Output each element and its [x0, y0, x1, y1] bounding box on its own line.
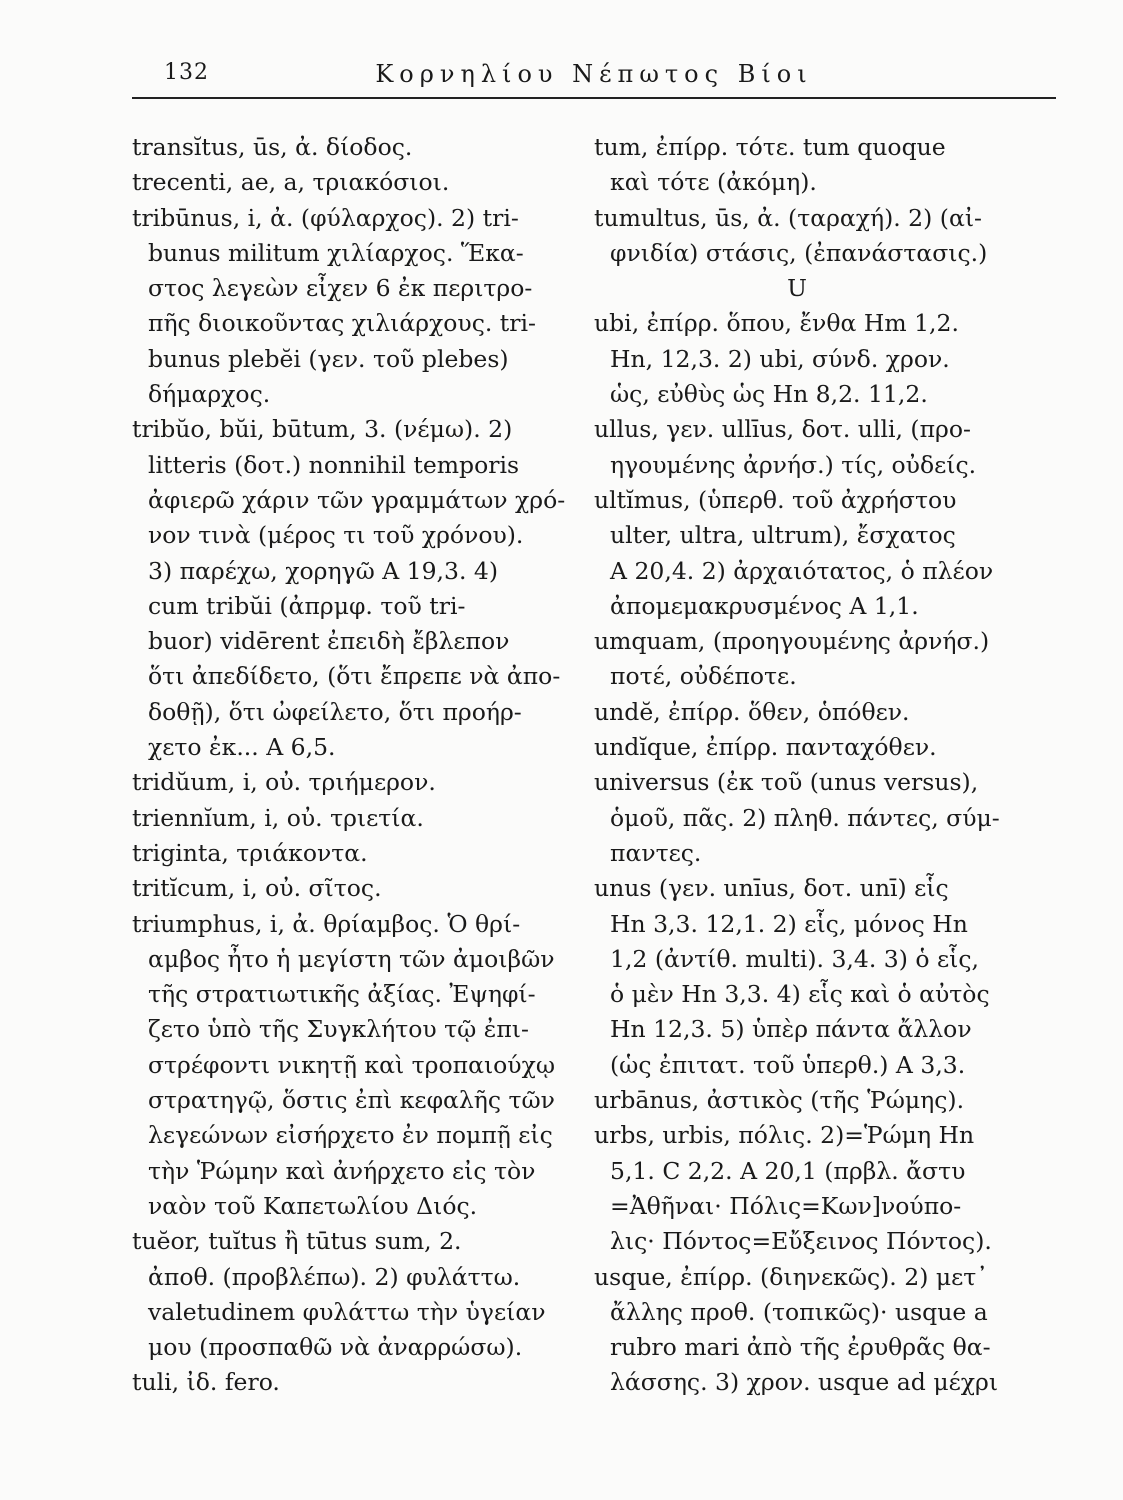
entry-headword-line: urbānus, ἀστικὸς (τῆς Ῥώμης).: [594, 1086, 965, 1115]
entry-continuation-line: δοθῇ), ὅτι ὠφείλετο, ὅτι προήρ-: [148, 697, 522, 726]
entry-continuation-line: ναὸν τοῦ Καπετωλίου Διός.: [148, 1191, 478, 1220]
entry-headword-line: urbs, urbis, πόλις. 2)=Ῥώμη Hn: [594, 1121, 975, 1150]
entry-headword-line: ubi, ἐπίρρ. ὅπου, ἔνθα Hm 1,2.: [594, 309, 959, 338]
entry-continuation-line: ὁ μὲν Hn 3,3. 4) εἷς καὶ ὁ αὐτὸς: [610, 980, 990, 1009]
entry-continuation-line: ἄλλης προθ. (τοπικῶς)· usque a: [610, 1297, 988, 1326]
entry-headword-line: triginta, τριάκοντα.: [132, 838, 368, 867]
entry-headword-line: ullus, γεν. ullīus, δοτ. ulli, (προ-: [594, 415, 971, 444]
entry-headword-line: universus (ἐκ τοῦ (unus versus),: [594, 768, 979, 797]
entry-headword-line: tum, ἐπίρρ. τότε. tum quoque: [594, 133, 946, 161]
entry-headword-line: tribūnus, i, ἀ. (φύλαρχος). 2) tri-: [132, 203, 519, 232]
entry-headword-line: tuĕor, tuĭtus ἢ tūtus sum, 2.: [132, 1227, 462, 1256]
entry-continuation-line: rubro mari ἀπὸ τῆς ἐρυθρᾶς θα-: [610, 1333, 991, 1362]
entry-continuation-line: (ὡς ἐπιτατ. τοῦ ὑπερθ.) A 3,3.: [610, 1050, 966, 1079]
entry-headword-line: ultĭmus, (ὑπερθ. τοῦ ἀχρήστου: [594, 485, 957, 514]
entry-continuation-line: ποτέ, οὐδέποτε.: [610, 662, 797, 691]
entry-continuation-line: ζετο ὑπὸ τῆς Συγκλήτου τῷ ἐπι-: [148, 1015, 529, 1044]
running-title: Κορνηλίου Νέπωτος Βίοι: [375, 60, 813, 88]
entry-continuation-line: litteris (δοτ.) nonnihil temporis: [148, 450, 520, 479]
entry-headword-line: triumphus, i, ἀ. θρίαμβος. Ὁ θρί-: [132, 909, 521, 938]
entry-continuation-line: λις· Πόντος=Εὔξεινος Πόντος).: [610, 1227, 992, 1256]
entry-continuation-line: 1,2 (ἀντίθ. multi). 3,4. 3) ὁ εἷς,: [610, 944, 980, 973]
entry-continuation-line: ηγουμένης ἀρνήσ.) τίς, οὐδείς.: [610, 450, 977, 479]
entry-continuation-line: ὁμοῦ, πᾶς. 2) πληθ. πάντες, σύμ-: [610, 803, 1000, 832]
entry-headword-line: undĕ, ἐπίρρ. ὅθεν, ὁπόθεν.: [594, 697, 910, 726]
entry-headword-line: triennĭum, i, οὐ. τριετία.: [132, 803, 424, 832]
page-header: [132, 58, 1056, 98]
entry-continuation-line: ὅτι ἀπεδίδετο, (ὅτι ἔπρεπε νὰ ἀπο-: [148, 662, 561, 691]
entry-continuation-line: πῆς διοικοῦντας χιλιάρχους. tri-: [148, 309, 536, 338]
entry-headword-line: tritĭcum, i, οὐ. σῖτος.: [132, 874, 382, 903]
header-rule: [132, 97, 1056, 99]
entry-continuation-line: καὶ τότε (ἀκόμη).: [610, 168, 817, 197]
right-column: [594, 130, 1060, 1401]
entry-continuation-line: ἀποθ. (προβλέπω). 2) φυλάττω.: [148, 1262, 521, 1291]
entry-headword-line: tridŭum, i, οὐ. τριήμερον.: [132, 768, 436, 797]
entry-continuation-line: μου (προσπαθῶ νὰ ἀναρρώσω).: [148, 1333, 523, 1362]
entry-headword-line: trecenti, ae, a, τριακόσιοι.: [132, 168, 450, 197]
entry-continuation-line: στρέφοντι νικητῇ καὶ τροπαιούχῳ: [148, 1050, 555, 1079]
entry-headword-line: usque, ἐπίρρ. (διηνεκῶς). 2) μετ᾽: [594, 1262, 989, 1291]
left-column: [132, 130, 572, 1401]
entry-continuation-line: αμβος ἦτο ἡ μεγίστη τῶν ἀμοιβῶν: [148, 944, 555, 973]
entry-continuation-line: Hn, 12,3. 2) ubi, σύνδ. χρον.: [610, 344, 950, 373]
entry-continuation-line: ὡς, εὐθὺς ὡς Hn 8,2. 11,2.: [610, 380, 928, 409]
entry-continuation-line: τὴν Ῥώμην καὶ ἀνήρχετο εἰς τὸν: [148, 1156, 536, 1185]
entry-continuation-line: Hn 12,3. 5) ὑπὲρ πάντα ἄλλον: [610, 1015, 972, 1044]
entry-headword-line: undĭque, ἐπίρρ. πανταχόθεν.: [594, 733, 937, 762]
entry-continuation-line: 5,1. C 2,2. A 20,1 (πρβλ. ἄστυ: [610, 1156, 966, 1185]
entry-continuation-line: ulter, ultra, ultrum), ἔσχατος: [610, 521, 956, 550]
entry-continuation-line: φνιδία) στάσις, (ἐπανάστασις.): [610, 238, 988, 267]
entry-continuation-line: cum tribŭi (ἀπρμφ. τοῦ tri-: [148, 591, 466, 620]
entry-headword-line: umquam, (προηγουμένης ἀρνήσ.): [594, 627, 990, 656]
entry-continuation-line: παντες.: [610, 838, 702, 867]
entry-continuation-line: 3) παρέχω, χορηγῶ A 19,3. 4): [148, 556, 499, 585]
entry-continuation-line: A 20,4. 2) ἀρχαιότατος, ὁ πλέον: [610, 556, 994, 585]
entry-continuation-line: buor) vidērent ἐπειδὴ ἔβλεπον: [148, 627, 510, 656]
page-number: 132: [164, 60, 209, 85]
entry-continuation-line: =Ἀθῆναι· Πόλις=Κων]νούπο-: [610, 1191, 962, 1220]
entry-continuation-line: στρατηγῷ, ὅστις ἐπὶ κεφαλῆς τῶν: [148, 1086, 555, 1115]
entry-continuation-line: στος λεγεὼν εἶχεν 6 ἐκ περιτρο-: [148, 274, 533, 303]
entry-continuation-line: χετο ἐκ... A 6,5.: [148, 733, 336, 762]
entry-headword-line: tuli, ἰδ. fero.: [132, 1368, 280, 1397]
entry-continuation-line: νον τινὰ (μέρος τι τοῦ χρόνου).: [148, 521, 524, 550]
entry-continuation-line: valetudinem φυλάττω τὴν ὑγείαν: [148, 1297, 546, 1326]
section-letter-heading: U: [787, 274, 807, 303]
entry-continuation-line: λεγεώνων εἰσήρχετο ἐν πομπῇ εἰς: [148, 1121, 553, 1150]
entry-headword-line: tumultus, ūs, ἀ. (ταραχή). 2) (αἰ-: [594, 203, 982, 232]
entry-headword-line: transĭtus, ūs, ἀ. δίοδος.: [132, 133, 413, 161]
entry-headword-line: tribŭo, bŭi, būtum, 3. (νέμω). 2): [132, 415, 513, 444]
entry-continuation-line: δήμαρχος.: [148, 380, 271, 409]
entry-continuation-line: bunus plebĕi (γεν. τοῦ plebes): [148, 344, 509, 373]
entry-continuation-line: Hn 3,3. 12,1. 2) εἷς, μόνος Hn: [610, 909, 968, 938]
entry-continuation-line: ἀφιερῶ χάριν τῶν γραμμάτων χρό-: [148, 485, 566, 514]
entry-headword-line: unus (γεν. unīus, δοτ. unī) εἷς: [594, 874, 949, 903]
entry-continuation-line: ἀπομεμακρυσμένος A 1,1.: [610, 591, 919, 620]
entry-continuation-line: τῆς στρατιωτικῆς ἀξίας. Ἐψηφί-: [148, 980, 536, 1009]
entry-continuation-line: λάσσης. 3) χρον. usque ad μέχρι: [610, 1368, 999, 1397]
entry-continuation-line: bunus militum χιλίαρχος. Ἕκα-: [148, 238, 524, 267]
